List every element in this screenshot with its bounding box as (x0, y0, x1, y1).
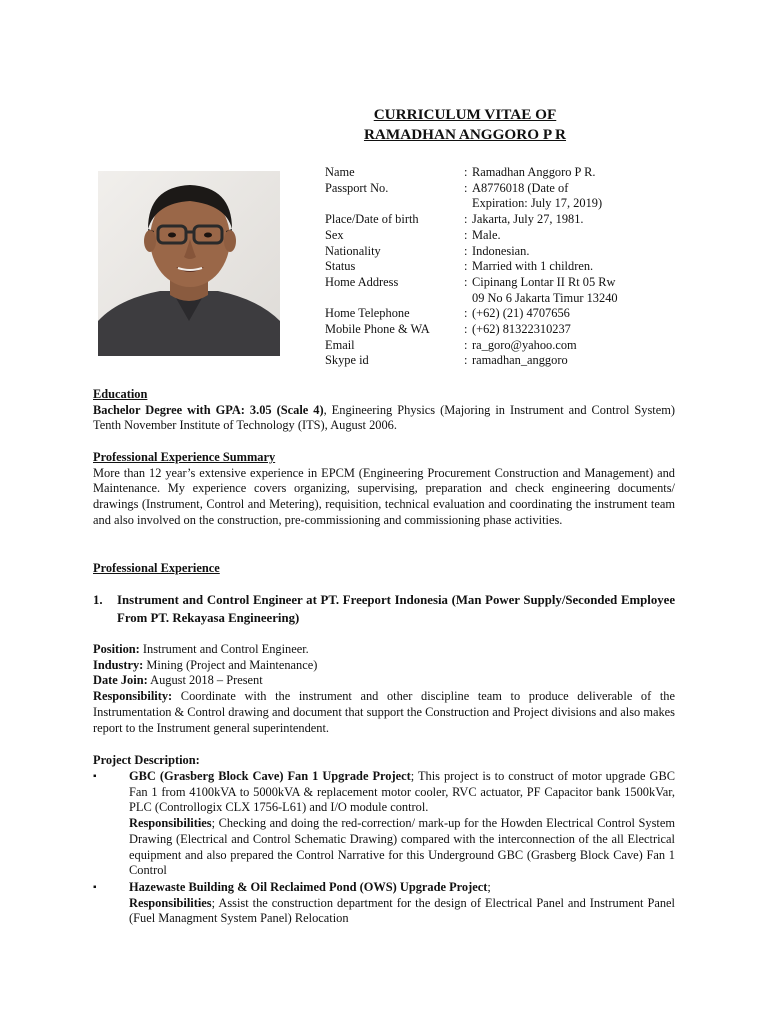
project-resp-label: Responsibilities (129, 816, 212, 831)
info-row (325, 322, 685, 338)
info-row (325, 244, 685, 260)
degree-rest: , Engineering Physics (Majoring in Instrument and Control System) Tenth November Institute of Technology (ITS), August 2006. (93, 402, 676, 433)
info-colon: : (464, 274, 468, 289)
birth-value: Jakarta, July 27, 1981. (472, 212, 584, 227)
project-resp-text: ; Assist the construction department for the design of Electrical Panel and Instrument Panel (Fuel Managment System Panel) Relocation (129, 895, 675, 926)
info-value (472, 275, 685, 306)
project-description (93, 753, 675, 769)
project-item (93, 880, 675, 927)
info-row (325, 259, 685, 275)
industry-label: Industry: (93, 657, 144, 672)
degree-bold: Bachelor Degree with GPA: 3.05 (Scale 4) (93, 402, 324, 417)
responsibility-line (93, 689, 675, 736)
responsibility-label: Responsibility: (93, 689, 173, 704)
name-value: Ramadhan Anggoro P R. (472, 165, 596, 179)
responsibility-value: Coordinate with the instrument and other discipline team to produce deliverable of the Instrumentation & Control drawing and document that support the Construction and Project divisions and also makes report to the Instrument general superintendent. (93, 689, 675, 735)
experience-section (93, 561, 675, 577)
info-colon: : (464, 212, 468, 227)
skype-value: ramadhan_anggoro (472, 353, 568, 368)
project-desc: ; (487, 880, 491, 894)
job-title: Instrument and Control Engineer at PT. Freeport Indonesia (Man Power Supply/Seconded Employee From PT. Rekayasa Engineering) (117, 593, 675, 625)
passport-expiration: Expiration: July 17, 2019) (472, 196, 603, 211)
cv-title-line2: RAMADHAN ANGGORO P R (363, 126, 567, 143)
info-label: Home Address (325, 274, 399, 289)
info-label: Sex (325, 227, 344, 242)
date-label: Date Join: (93, 673, 148, 688)
address-line2: 09 No 6 Jakarta Timur 13240 (472, 290, 618, 305)
personal-info (325, 165, 685, 369)
info-colon: : (464, 353, 468, 368)
info-row (325, 181, 685, 212)
nationality-value: Indonesian. (472, 243, 530, 258)
education-heading: Education (93, 387, 148, 401)
date-line (93, 673, 675, 689)
project-item (93, 769, 675, 879)
info-label: Mobile Phone & WA (325, 322, 430, 337)
info-label: Home Telephone (325, 306, 410, 321)
project-desc: ; This project is to construct of motor upgrade GBC Fan 1 from 4100kVA to 5000kVA & replacement motor cooler, RVC actuator, PF Capacitor bank 1500kVar, PLC (Controllogix CLX 1756-L61) and I/O module control. (129, 769, 675, 815)
education-text (93, 403, 675, 434)
mobile-phone-value: (+62) 81322310237 (472, 322, 571, 337)
project-text (129, 880, 675, 927)
home-telephone-value: (+62) (21) 4707656 (472, 306, 570, 321)
email-value: ra_goro@yahoo.com (472, 337, 577, 352)
info-colon: : (464, 337, 468, 352)
info-value (472, 181, 685, 212)
project-name: Hazewaste Building & Oil Reclaimed Pond (OWS) Upgrade Project (129, 880, 488, 894)
bullet-icon: ▪ (93, 771, 97, 782)
info-row (325, 212, 685, 228)
info-colon: : (464, 165, 468, 179)
info-label: Status (325, 259, 356, 274)
info-colon: : (464, 180, 468, 195)
summary-text: More than 12 year’s extensive experience in EPCM (Engineering Procurement Construction and Management) and Maintenance. My experience covers organizing, supervising, preparation and check engineering documents/ drawings (Instrument, Control and Metering), requisition, technical evaluation and coordinating the instrument team and also involved on the construction, pre-commissioning and commissioning phase activities. (93, 465, 675, 527)
project-resp (129, 816, 675, 879)
info-row (325, 228, 685, 244)
info-label: Passport No. (325, 180, 389, 195)
info-row (325, 165, 685, 181)
position-line (93, 642, 675, 658)
summary-section (93, 450, 675, 529)
project-resp-label: Responsibilities (129, 895, 212, 910)
bullet-icon: ▪ (93, 882, 97, 893)
info-label: Skype id (325, 353, 369, 368)
job-details (93, 642, 675, 736)
info-colon: : (464, 322, 468, 337)
position-value: Instrument and Control Engineer. (139, 642, 309, 656)
job-title-item (93, 592, 675, 627)
profile-photo (98, 171, 280, 356)
passport-value: A8776018 (Date of (472, 180, 569, 195)
info-colon: : (464, 259, 468, 274)
info-row (325, 353, 685, 369)
project-resp (129, 896, 675, 927)
industry-line (93, 658, 675, 674)
job-number: 1. (93, 593, 103, 607)
summary-heading: Professional Experience Summary (93, 450, 276, 464)
info-colon: : (464, 227, 468, 242)
info-label: Nationality (325, 243, 381, 258)
info-label: Email (325, 337, 355, 352)
status-value: Married with 1 children. (472, 259, 594, 274)
info-row (325, 275, 685, 306)
info-row (325, 306, 685, 322)
info-colon: : (464, 243, 468, 258)
project-text (129, 769, 675, 879)
info-value (472, 165, 685, 181)
experience-heading: Professional Experience (93, 561, 220, 575)
info-label: Name (325, 165, 355, 179)
project-name: GBC (Grasberg Block Cave) Fan 1 Upgrade Project (129, 769, 411, 783)
cv-title-line1: CURRICULUM VITAE OF (373, 106, 557, 123)
info-row (325, 338, 685, 354)
position-label: Position: (93, 642, 140, 656)
industry-value: Mining (Project and Maintenance) (143, 657, 318, 672)
education-section (93, 387, 675, 434)
info-label: Place/Date of birth (325, 212, 419, 227)
project-heading: Project Description: (93, 753, 200, 767)
sex-value: Male. (472, 227, 501, 242)
address-line1: Cipinang Lontar II Rt 05 Rw (472, 274, 616, 289)
info-colon: : (464, 306, 468, 321)
date-value: August 2018 – Present (147, 673, 263, 688)
project-resp-text: ; Checking and doing the red-correction/ mark-up for the Howden Electrical Control System Drawing (Electrical and Control Schematic Drawing) compared with the interconnection of the all Electrical equipment and also prepared the Control Narrative for this Underground GBC (Grasberg Block Cave) Fan 1 Control (129, 816, 675, 878)
